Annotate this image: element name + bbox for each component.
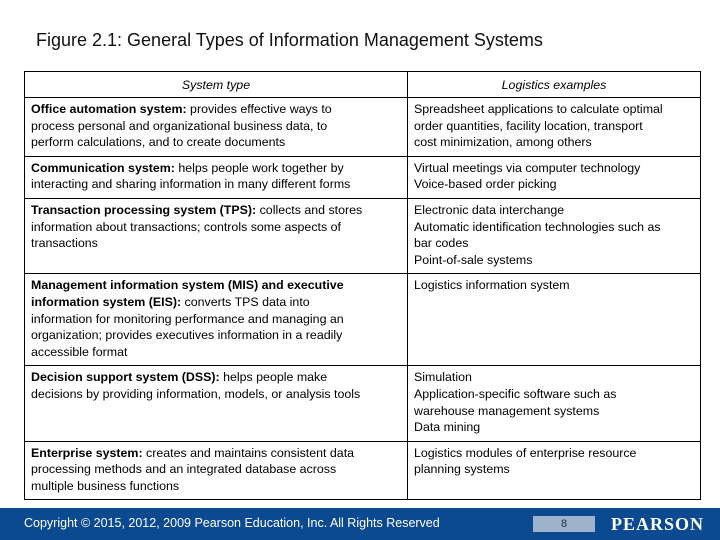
logistics-example-line: Voice-based order picking [414,177,557,192]
system-description-line [31,369,403,386]
system-description-line [31,327,403,344]
logistics-example-line: order quantities, facility location, transport [414,118,643,133]
logistics-example-line: bar codes [414,236,469,251]
logistics-example-line: Logistics modules of enterprise resource [414,445,637,460]
system-name: Decision support system (DSS): [31,370,220,385]
page-number: 8 [533,516,595,532]
logistics-example-line: Simulation [414,370,472,385]
system-name: Communication system: [31,160,175,175]
logistics-example-line: planning systems [414,462,510,477]
table-row [25,366,701,441]
system-description-line [31,118,403,135]
table-row [25,156,701,198]
system-description-line [31,134,403,151]
system-description: organization; provides executives information in a readily [31,328,343,343]
system-description-line [31,386,403,403]
system-description: collects and stores [256,202,363,217]
footer-bar [0,508,720,540]
system-description-line [31,445,403,462]
table-row [25,98,701,157]
system-name: Office automation system: [31,102,187,116]
logistics-example-line: Application-specific software such as [414,386,617,401]
system-description-line [31,235,403,252]
system-description: decisions by providing information, models, or analysis tools [31,386,361,401]
system-description: accessible format [31,344,128,359]
system-description: provides effective ways to [186,102,332,116]
system-name: Management information system (MIS) and executive [31,278,344,293]
logistics-example-line: Data mining [414,420,481,435]
system-name: information system (EIS): [31,294,182,309]
system-description: helps people make [219,370,328,385]
table-row [25,441,701,500]
logistics-examples-cell [408,366,701,441]
system-description: process personal and organizational business data, to [31,118,328,133]
system-description: converts TPS data into [181,294,310,309]
logistics-example-line: cost minimization, among others [414,135,592,150]
system-type-cell [25,366,408,441]
system-description: multiple business functions [31,478,180,493]
system-description-line [31,277,403,294]
system-type-cell [25,441,408,500]
pearson-logo: PEARSON [611,514,705,534]
system-description-line [31,219,403,236]
table-body [25,98,701,500]
systems-table [24,71,701,500]
system-description-line [31,294,403,311]
system-type-cell [25,98,408,157]
system-name: Transaction processing system (TPS): [31,202,257,217]
logistics-example-line: Point-of-sale systems [414,252,533,267]
table-row [25,274,701,366]
system-description-line [31,101,403,118]
system-description: creates and maintains consistent data [142,445,355,460]
system-name: Enterprise system: [31,445,143,460]
copyright-text: Copyright © 2015, 2012, 2009 Pearson Education, Inc. All Rights Reserved [24,516,440,530]
system-description: information about transactions; controls some aspects of [31,219,341,234]
table-row [25,198,701,273]
system-description: information for monitoring performance and managing an [31,311,344,326]
system-description: processing methods and an integrated database across [31,462,337,477]
logistics-example-line: Virtual meetings via computer technology [414,160,641,175]
logistics-examples-cell [408,156,701,198]
system-description-line [31,344,403,361]
logistics-example-line: Electronic data interchange [414,202,565,217]
system-type-cell [25,156,408,198]
logistics-example-line: Spreadsheet applications to calculate optimal [414,102,663,116]
system-description-line [31,176,403,193]
logistics-examples-cell [408,274,701,366]
logistics-example-line: Logistics information system [414,278,570,293]
table-header-row [25,72,701,98]
system-description-line [31,478,403,495]
figure-title: Figure 2.1: General Types of Information Management Systems [36,30,543,50]
system-description-line [31,160,403,177]
system-description-line [31,202,403,219]
logistics-example-line: Automatic identification technologies such as [414,219,661,234]
logistics-examples-cell [408,441,701,500]
system-type-cell [25,198,408,273]
logistics-example-line: warehouse management systems [414,403,600,418]
system-description: perform calculations, and to create documents [31,135,286,150]
system-type-cell [25,274,408,366]
system-description-line [31,311,403,328]
header-system-type: System type [25,72,408,98]
system-description: transactions [31,236,98,251]
logistics-examples-cell [408,198,701,273]
logistics-examples-cell [408,98,701,157]
system-description-line [31,461,403,478]
header-logistics-examples: Logistics examples [408,72,701,98]
system-description: helps people work together by [174,160,344,175]
system-description: interacting and sharing information in many different forms [31,177,351,192]
